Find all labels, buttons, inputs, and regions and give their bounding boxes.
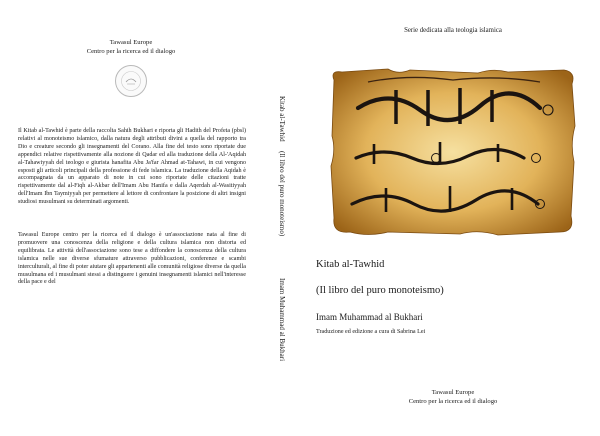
about-paragraph: Tawasul Europe centro per la ricerca ed il dialogo è un'associazione nata al fine di promuovere una conoscenza della religione e della cultura islamica non distorta ed equilibrata. Le attività dell'associazione sono tese a diffondere la conoscenza della cultura islamica nelle sue diverse sfumature attraverso pubblicazioni, conferenze e scambi interculturali, al fine di poter aiutare gli appartenenti alle comunità religiose diverse da quella musulmana ed i musulmani stessi a distinguere i genuini insegnamenti islamici nell'interesse della pace e del [18, 232, 246, 286]
back-description [18, 128, 246, 207]
publisher-logo-icon [120, 70, 142, 92]
book-title: Kitab al-Tawhid [316, 259, 385, 270]
book-author: Imam Muhammad al Bukhari [316, 312, 423, 322]
back-publisher-tagline: Centro per la ricerca ed il dialogo [86, 48, 176, 55]
series-label: Serie dedicata alla teologia islamica [404, 27, 502, 34]
spine [262, 0, 306, 436]
spine-title: Kitab al-Tawhid [278, 96, 286, 142]
spine-subtitle: (Il libro del puro monoteismo) [278, 151, 286, 237]
translation-credit: Traduzione ed edizione a cura di Sabrina Lei [316, 329, 426, 335]
back-publisher [0, 38, 262, 56]
spine-text [278, 96, 286, 361]
front-cover [306, 0, 600, 436]
front-publisher-name: Tawasul Europe [431, 389, 475, 396]
book-subtitle: (Il libro del puro monoteismo) [316, 285, 444, 296]
back-cover [0, 0, 262, 436]
publisher-logo [115, 65, 147, 97]
front-publisher [306, 388, 600, 406]
back-publisher-name: Tawasul Europe [109, 39, 153, 46]
back-about-publisher [18, 232, 246, 287]
spine-author: Imam Muhammad al Bukhari [278, 278, 286, 362]
description-paragraph: Il Kitab al-Tawhid è parte della raccolta Sahih Bukhari e riporta gli Hadith del Profeta (pbsl) relativi al monoteismo islamico, dalla natura degli attributi divini a quella del rapporto tra Dio e creature secondo gli insegnamenti del Corano. Alla fine del testo sono riportate due appendici relative rispettivamente alla nozione di Qadar ed alla traduzione della Al-'Aqidah al-Tahawiyyah del teologo e giurista hanafita Abu Ja'far Ahmad at-Tahawi, in cui vengono esposti gli articoli principali della professione di fede islamica. La traduzione della Aqidah è accompagnata da un apparato di note in cui sono riportate delle citazioni tratte rispettivamente dal al-Fiqh al-Akbar dell'Imam Abu Hanifa e dalla Aqerdah al-Wasitiyyah dell'Imam Ibn Taymiyyah per permettere al lettore di confrontare la posizione di altri insigni studiosi musulmani su determinati argomenti. [18, 128, 246, 206]
calligraphy-parchment-image [328, 66, 578, 238]
front-publisher-tagline: Centro per la ricerca ed il dialogo [408, 398, 498, 405]
